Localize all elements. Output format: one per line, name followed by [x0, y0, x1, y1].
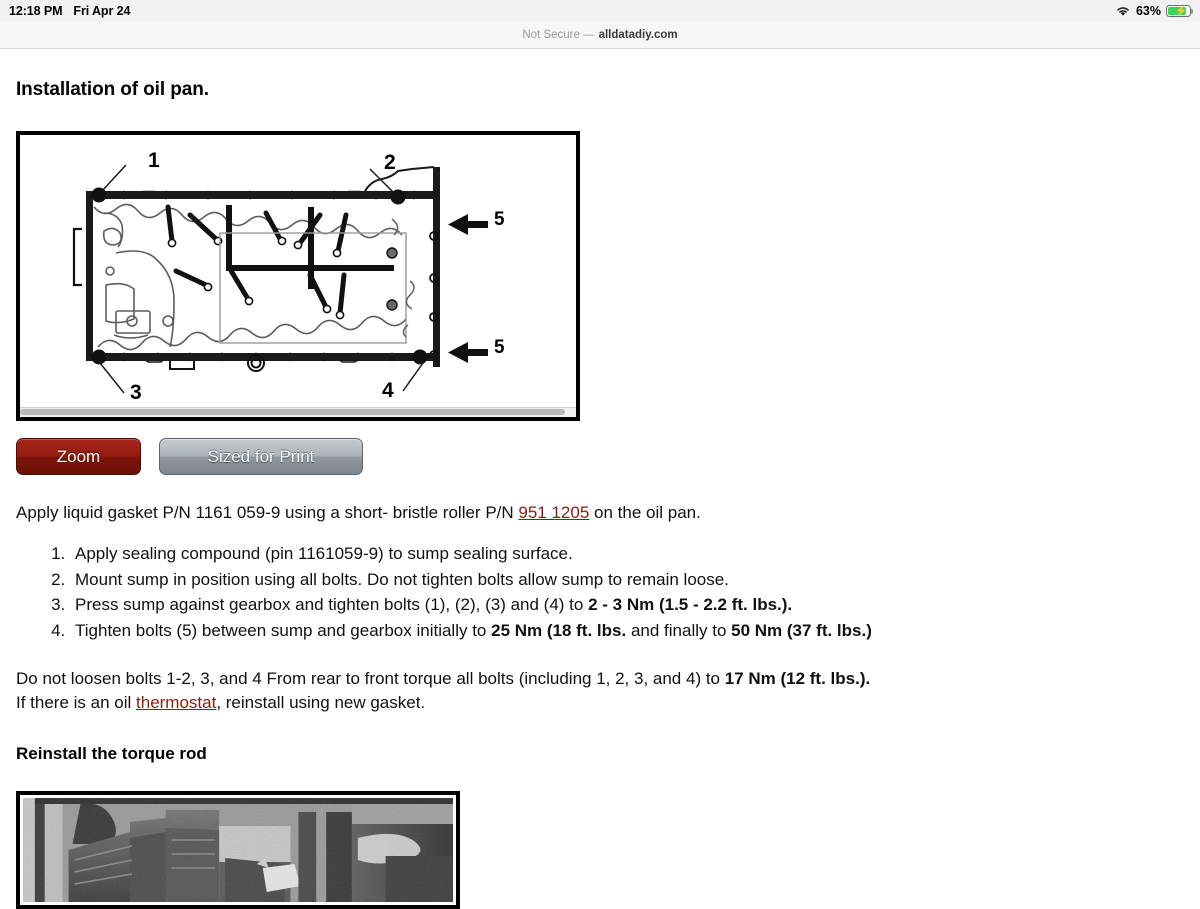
diagram-callout-3: 3	[130, 381, 142, 404]
step-3-part-0: Press sump against gearbox and tighten bolts (1), (2), (3) and (4) to	[75, 595, 589, 615]
closing-paragraph	[16, 667, 1184, 714]
image-controls	[16, 438, 1184, 475]
status-bar-right	[1115, 4, 1191, 18]
diagram-arrow-label-5-top: 5	[494, 209, 505, 230]
closing-line2-before: If there is an oil	[16, 692, 137, 712]
status-time: 12:18 PM	[9, 4, 63, 18]
step-4-part-0: Tighten bolts (5) between sump and gearbox initially to	[75, 620, 492, 640]
diagram-horizontal-scrollbar[interactable]	[20, 407, 576, 417]
zoom-button[interactable]: Zoom	[16, 438, 141, 475]
step-3-torque-value: 2 - 3 Nm (1.5 - 2.2 ft. lbs.).	[588, 595, 793, 615]
closing-line2-after: , reinstall using new gasket.	[216, 692, 426, 712]
diagram-callout-2: 2	[384, 151, 396, 174]
step-4-part-2: and finally to	[626, 620, 732, 640]
list-item	[70, 619, 1184, 643]
thermostat-link[interactable]: thermostat	[136, 692, 217, 712]
oil-pan-diagram-frame	[16, 131, 580, 421]
list-item	[70, 568, 1184, 592]
procedure-steps-list	[16, 542, 1184, 643]
torque-rod-photo-svg	[23, 798, 453, 902]
diagram-arrow-label-5-bottom: 5	[494, 337, 505, 358]
step-2-part-0: Mount sump in position using all bolts. Do not tighten bolts allow sump to remain loose.	[75, 569, 729, 589]
list-item	[70, 593, 1184, 617]
battery-charging-icon: ⚡	[1166, 5, 1191, 17]
diagram-scrollbar-thumb[interactable]	[20, 409, 565, 415]
not-secure-label: Not Secure —	[522, 29, 595, 41]
diagram-callout-1: 1	[148, 149, 160, 172]
intro-text-before: Apply liquid gasket P/N 1161 059-9 using a short- bristle roller P/N	[16, 503, 519, 522]
status-date: Fri Apr 24	[73, 4, 131, 18]
list-item	[70, 542, 1184, 566]
subsection-title: Reinstall the torque rod	[16, 744, 207, 764]
part-number-link[interactable]: 951 1205	[518, 503, 590, 522]
closing-line1-text: Do not loosen bolts 1-2, 3, and 4 From rear to front torque all bolts (including 1, 2, 3, and 4) to	[16, 669, 725, 689]
battery-percent-label: 63%	[1135, 4, 1161, 18]
closing-torque-value: 17 Nm (12 ft. lbs.).	[724, 669, 871, 689]
ipad-status-bar	[0, 0, 1200, 22]
step-4-torque-final: 50 Nm (37 ft. lbs.)	[731, 620, 872, 640]
intro-text-after: on the oil pan.	[589, 503, 701, 522]
torque-rod-photo	[23, 798, 453, 902]
torque-rod-photo-frame	[16, 791, 460, 909]
page-title: Installation of oil pan.	[16, 79, 209, 100]
intro-paragraph	[16, 501, 1184, 524]
status-bar-left	[9, 4, 130, 18]
browser-url-bar[interactable]	[0, 22, 1200, 49]
step-4-torque-initial: 25 Nm (18 ft. lbs.	[491, 620, 627, 640]
url-domain-label: alldatadiy.com	[598, 29, 678, 41]
page-content	[0, 79, 1200, 909]
oil-pan-diagram	[20, 135, 576, 407]
step-1-part-0: Apply sealing compound (pin 1161059-9) to sump sealing surface.	[75, 544, 573, 564]
wifi-icon	[1115, 5, 1131, 17]
diagram-callout-4: 4	[382, 379, 394, 402]
sized-for-print-button[interactable]: Sized for Print	[159, 438, 363, 475]
oil-pan-schematic-svg	[20, 135, 576, 407]
